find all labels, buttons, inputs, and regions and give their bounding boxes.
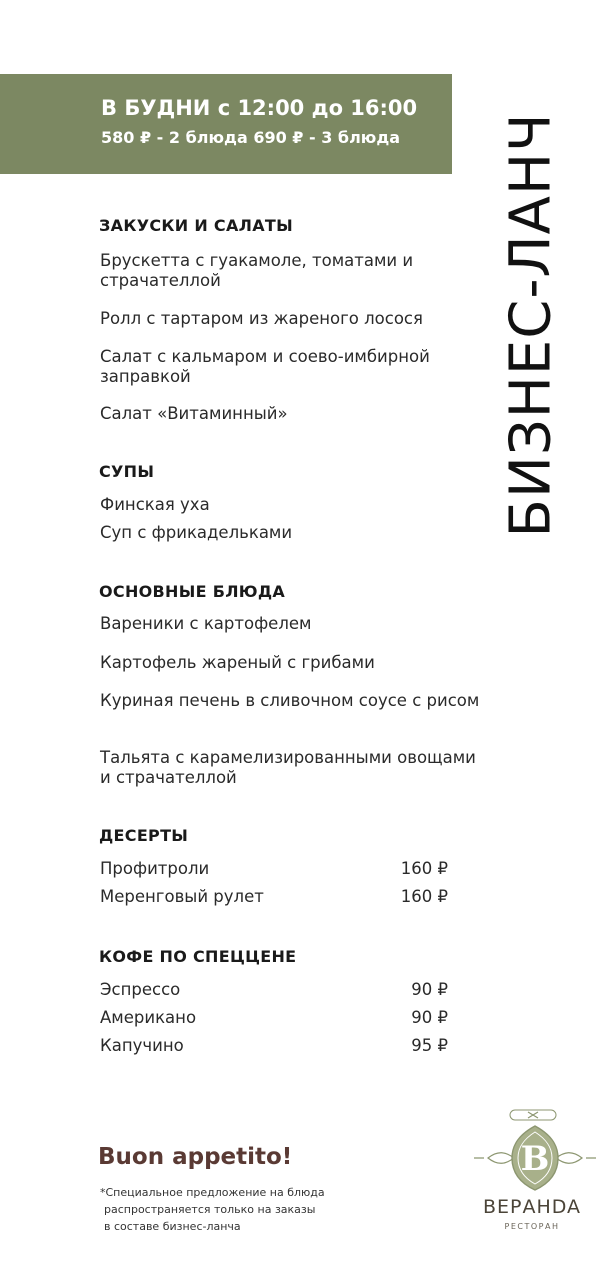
banner-prices: 580 ₽ - 2 блюда 690 ₽ - 3 блюда (101, 128, 401, 147)
menu-item: Картофель жареный с грибами (100, 653, 375, 672)
menu-item: Тальята с карамелизированными овощами и страчателлой (100, 748, 476, 787)
menu-item: Суп с фрикадельками (100, 523, 293, 542)
section-title-snacks: ЗАКУСКИ И САЛАТЫ (99, 216, 293, 235)
footnote-line: *Специальное предложение на блюда (100, 1186, 325, 1199)
section-title-coffee: КОФЕ ПО СПЕЦЦЕНЕ (99, 947, 297, 966)
menu-item: Вареники с картофелем (100, 614, 312, 633)
footnote-line: распространяется только на заказы (104, 1203, 316, 1216)
menu-item: Американо (100, 1008, 197, 1027)
menu-item-price: 90 ₽ (411, 980, 448, 999)
section-title-mains: ОСНОВНЫЕ БЛЮДА (99, 582, 286, 601)
section-title-desserts: ДЕСЕРТЫ (99, 826, 189, 845)
banner-days: В БУДНИ (101, 96, 211, 120)
veranda-logo-icon (470, 1100, 600, 1240)
menu-item: Куриная печень в сливочном соусе с рисом (100, 691, 480, 710)
menu-item: Финская уха (100, 495, 210, 514)
menu-item: Меренговый рулет (100, 887, 264, 906)
menu-item-price: 160 ₽ (400, 859, 448, 878)
offer-banner (0, 74, 452, 174)
menu-item: Салат «Витаминный» (100, 404, 288, 423)
menu-title-text: БИЗНЕС-ЛАНЧ (498, 112, 564, 538)
section-title-soups: СУПЫ (99, 462, 155, 481)
footnote (100, 1184, 400, 1235)
menu-item: Ролл с тартаром из жареного лосося (100, 309, 423, 328)
menu-title (500, 70, 562, 580)
menu-item: Салат с кальмаром и соево-имбирной заправкой (100, 347, 430, 386)
menu-item: Эспрессо (100, 980, 181, 999)
menu-item: Капучино (100, 1036, 184, 1055)
menu-item: Брускетта с гуакамоле, томатами и страчателлой (100, 251, 414, 290)
menu-item-price: 90 ₽ (411, 1008, 448, 1027)
menu-item-price: 160 ₽ (400, 887, 448, 906)
buon-appetito: Buon appetito! (98, 1144, 293, 1170)
banner-title (101, 96, 417, 120)
footnote-line: в составе бизнес-ланча (104, 1220, 241, 1233)
menu-item-price: 95 ₽ (411, 1036, 448, 1055)
banner-hours: с 12:00 до 16:00 (217, 96, 418, 120)
menu-item: Профитроли (100, 859, 210, 878)
logo-name: ВЕРАНDA (482, 1196, 582, 1218)
logo-subtitle: РЕСТОРАН (504, 1222, 560, 1231)
logo-letter: В (520, 1139, 550, 1179)
